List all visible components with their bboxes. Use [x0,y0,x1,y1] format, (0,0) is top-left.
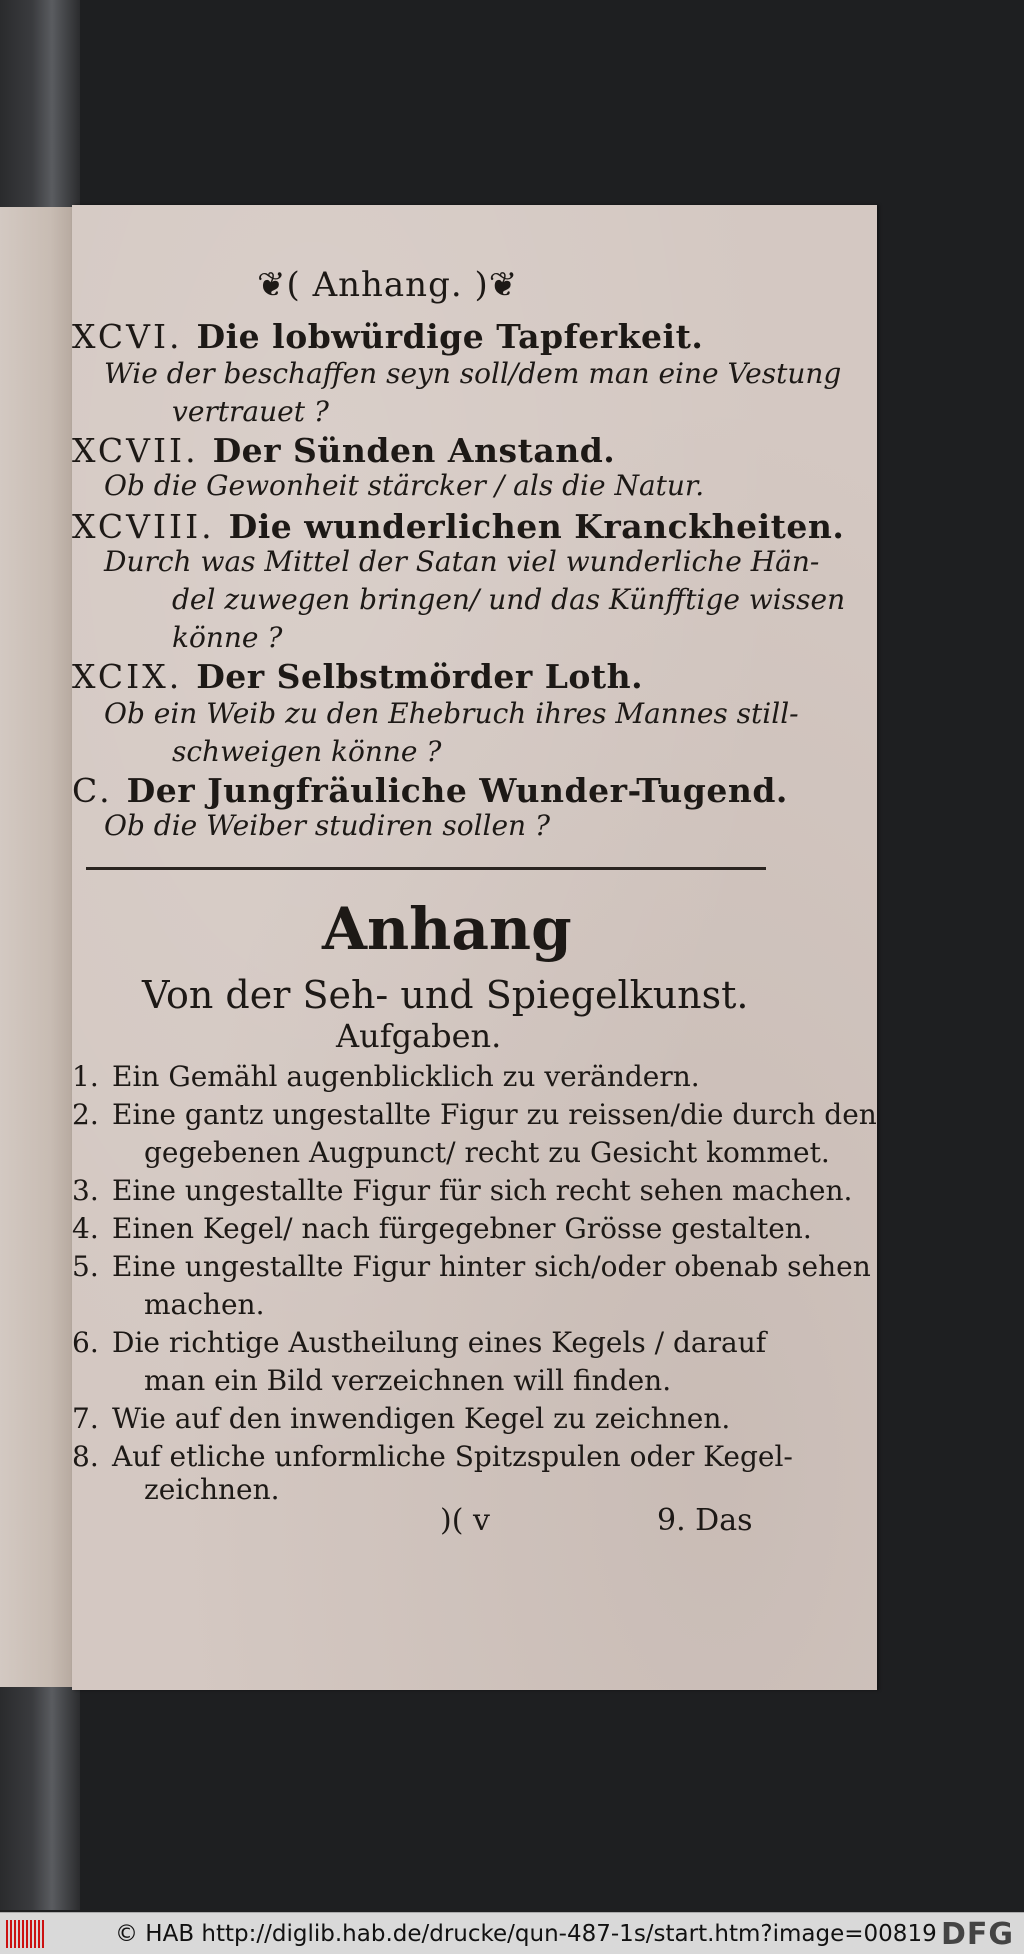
task-item: 3. Eine ungestallte Figur für sich recht sehen machen. [72,1174,853,1207]
entry-question-line: Ob die Weiber studiren sollen ? [104,809,551,842]
entry-question-line: könne ? [172,621,283,654]
entry-heading: XCVII. Der Sünden Anstand. [72,431,616,470]
entry-heading: C. Der Jungfräuliche Wunder-Tugend. [72,771,788,810]
tasks-heading: Aufgaben. [336,1017,502,1055]
task-item: 5. Eine ungestallte Figur hinter sich/oder obenab sehen [72,1250,871,1283]
appendix-title: Anhang [322,895,572,963]
horizontal-rule [86,867,766,870]
facing-page-edge [0,207,74,1687]
entry-question-line: Ob ein Weib zu den Ehebruch ihres Mannes still- [104,697,799,730]
task-continuation: man ein Bild verzeichnen will finden. [144,1364,672,1397]
appendix-subtitle: Von der Seh- und Spiegelkunst. [142,973,749,1017]
entry-question-line: Durch was Mittel der Satan viel wunderliche Hän- [104,545,820,578]
entry-heading: XCVI. Die lobwürdige Tapferkeit. [72,317,704,356]
entry-question-line: del zuwegen bringen/ und das Künfftige wissen [172,583,846,616]
entry-heading: XCIX. Der Selbstmörder Loth. [72,657,644,696]
task-item: 8. Auf etliche unformliche Spitzspulen oder Kegel- [72,1440,793,1473]
entry-question-line: Ob die Gewonheit stärcker / als die Natur. [104,469,705,502]
running-header: ❦( Anhang. )❦ [257,265,519,305]
task-item: 6. Die richtige Austheilung eines Kegels / darauf [72,1326,767,1359]
signature-mark: )( v [440,1503,490,1538]
task-continuation: zeichnen. [144,1473,280,1506]
footer-copyright-url[interactable]: © HAB http://diglib.hab.de/drucke/qun-487-1s/start.htm?image=00819 [115,1921,937,1947]
task-item: 7. Wie auf den inwendigen Kegel zu zeichnen. [72,1402,731,1435]
task-item: 1. Ein Gemähl augenblicklich zu verändern. [72,1060,700,1093]
task-item: 4. Einen Kegel/ nach fürgegebner Grösse gestalten. [72,1212,812,1245]
entry-question-line: Wie der beschaffen seyn soll/dem man eine Vestung [104,357,842,390]
task-item: 2. Eine gantz ungestallte Figur zu reissen/die durch den [72,1098,877,1131]
barcode-icon [6,1920,44,1948]
task-continuation: gegebenen Augpunct/ recht zu Gesicht kommet. [144,1136,830,1169]
catchword: 9. Das [657,1503,753,1538]
book-page [72,205,877,1690]
entry-question-line: schweigen könne ? [172,735,442,768]
dfg-logo: DFG [940,1917,1014,1952]
task-continuation: machen. [144,1288,265,1321]
entry-question-line: vertrauet ? [172,395,329,428]
entry-heading: XCVIII. Die wunderlichen Kranckheiten. [72,507,845,546]
footer-bar [0,1912,1024,1954]
